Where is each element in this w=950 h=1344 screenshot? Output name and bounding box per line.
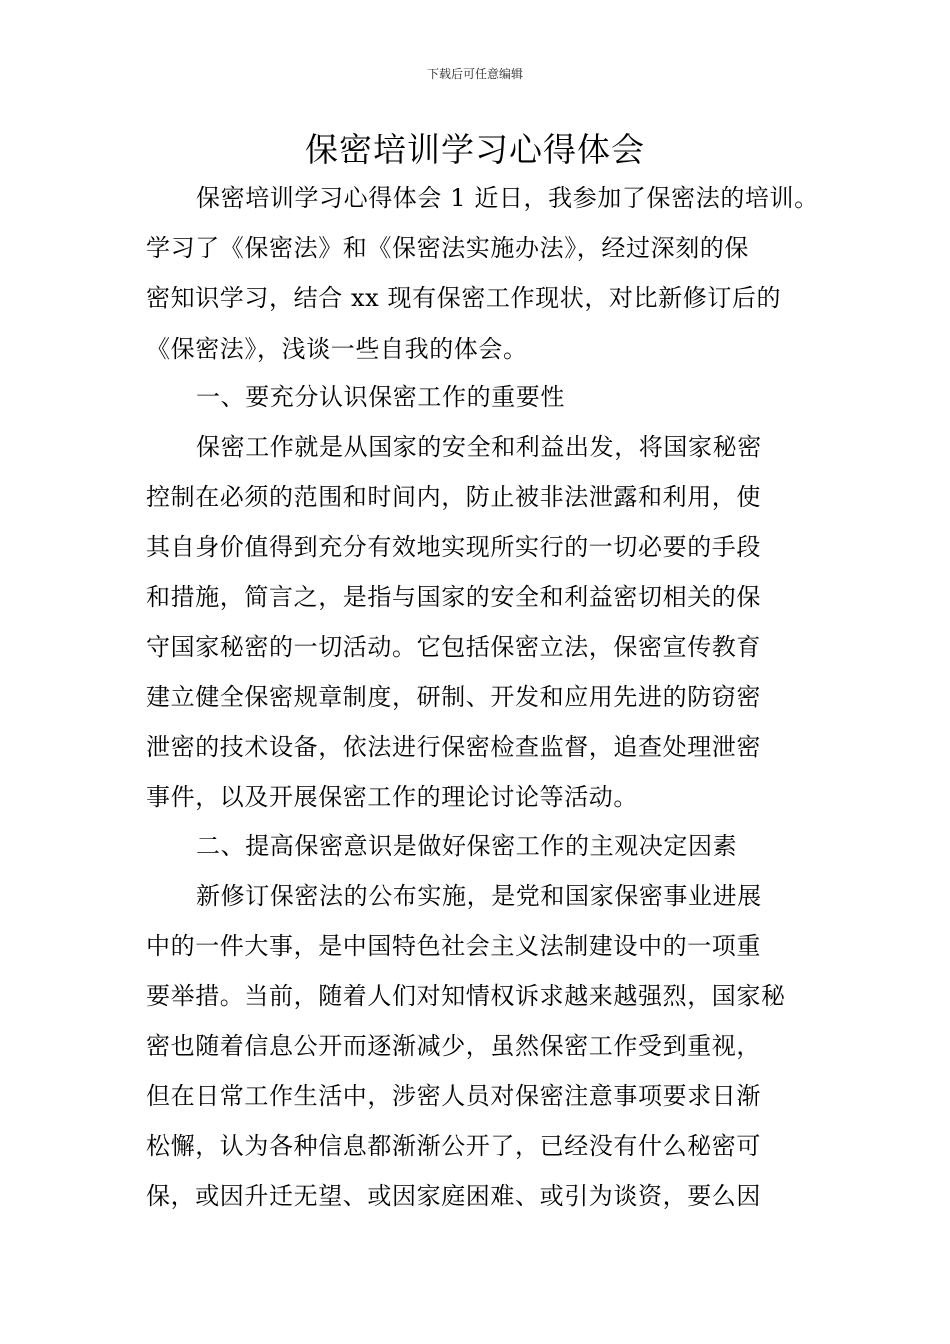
paragraph-line: 学习了《保密法》和《保密法实施办法》，经过深刻的保 — [146, 234, 749, 262]
paragraph-line: 新修订保密法的公布实施，是党和国家保密事业进展 — [196, 882, 762, 910]
section-heading: 一、要充分认识保密工作的重要性 — [196, 383, 565, 411]
paragraph-line: 泄密的技术设备，依法进行保密检查监督，追查处理泄密 — [146, 733, 761, 761]
paragraph-line: 守国家秘密的一切活动。它包括保密立法，保密宣传教育 — [146, 633, 761, 661]
paragraph-line: 松懈，认为各种信息都渐渐公开了，已经没有什么秘密可 — [146, 1132, 761, 1160]
paragraph-line: 建立健全保密规章制度，研制、开发和应用先进的防窃密 — [146, 683, 761, 711]
paragraph-line: 密也随着信息公开而逐渐减少，虽然保密工作受到重视， — [146, 1032, 761, 1060]
section-heading: 二、提高保密意识是做好保密工作的主观决定因素 — [196, 832, 738, 860]
paragraph-line: 但在日常工作生活中，涉密人员对保密注意事项要求日渐 — [146, 1082, 761, 1110]
paragraph-line: 保，或因升迁无望、或因家庭困难、或引为谈资，要么因 — [146, 1182, 761, 1210]
document-title: 保密培训学习心得体会 — [305, 130, 645, 169]
paragraph-line: 事件，以及开展保密工作的理论讨论等活动。 — [146, 783, 638, 811]
header-note: 下载后可任意编辑 — [426, 67, 523, 81]
paragraph-line: 要举措。当前，随着人们对知情权诉求越来越强烈，国家秘 — [146, 982, 786, 1010]
paragraph-line: 和措施，简言之，是指与国家的安全和利益密切相关的保 — [146, 583, 761, 611]
paragraph-line: 《保密法》，浅谈一些自我的体会。 — [146, 335, 528, 363]
paragraph-line: 中的一件大事，是中国特色社会主义法制建设中的一项重 — [146, 932, 761, 960]
paragraph-line: 保密培训学习心得体会 1 近日，我参加了保密法的培训。 — [196, 184, 819, 212]
paragraph-line: 其自身价值得到充分有效地实现所实行的一切必要的手段 — [146, 533, 761, 561]
paragraph-line: 密知识学习，结合 xx 现有保密工作现状，对比新修订后的 — [146, 284, 782, 312]
paragraph-line: 控制在必须的范围和时间内，防止被非法泄露和利用，使 — [146, 483, 761, 511]
paragraph-line: 保密工作就是从国家的安全和利益出发，将国家秘密 — [196, 433, 762, 461]
